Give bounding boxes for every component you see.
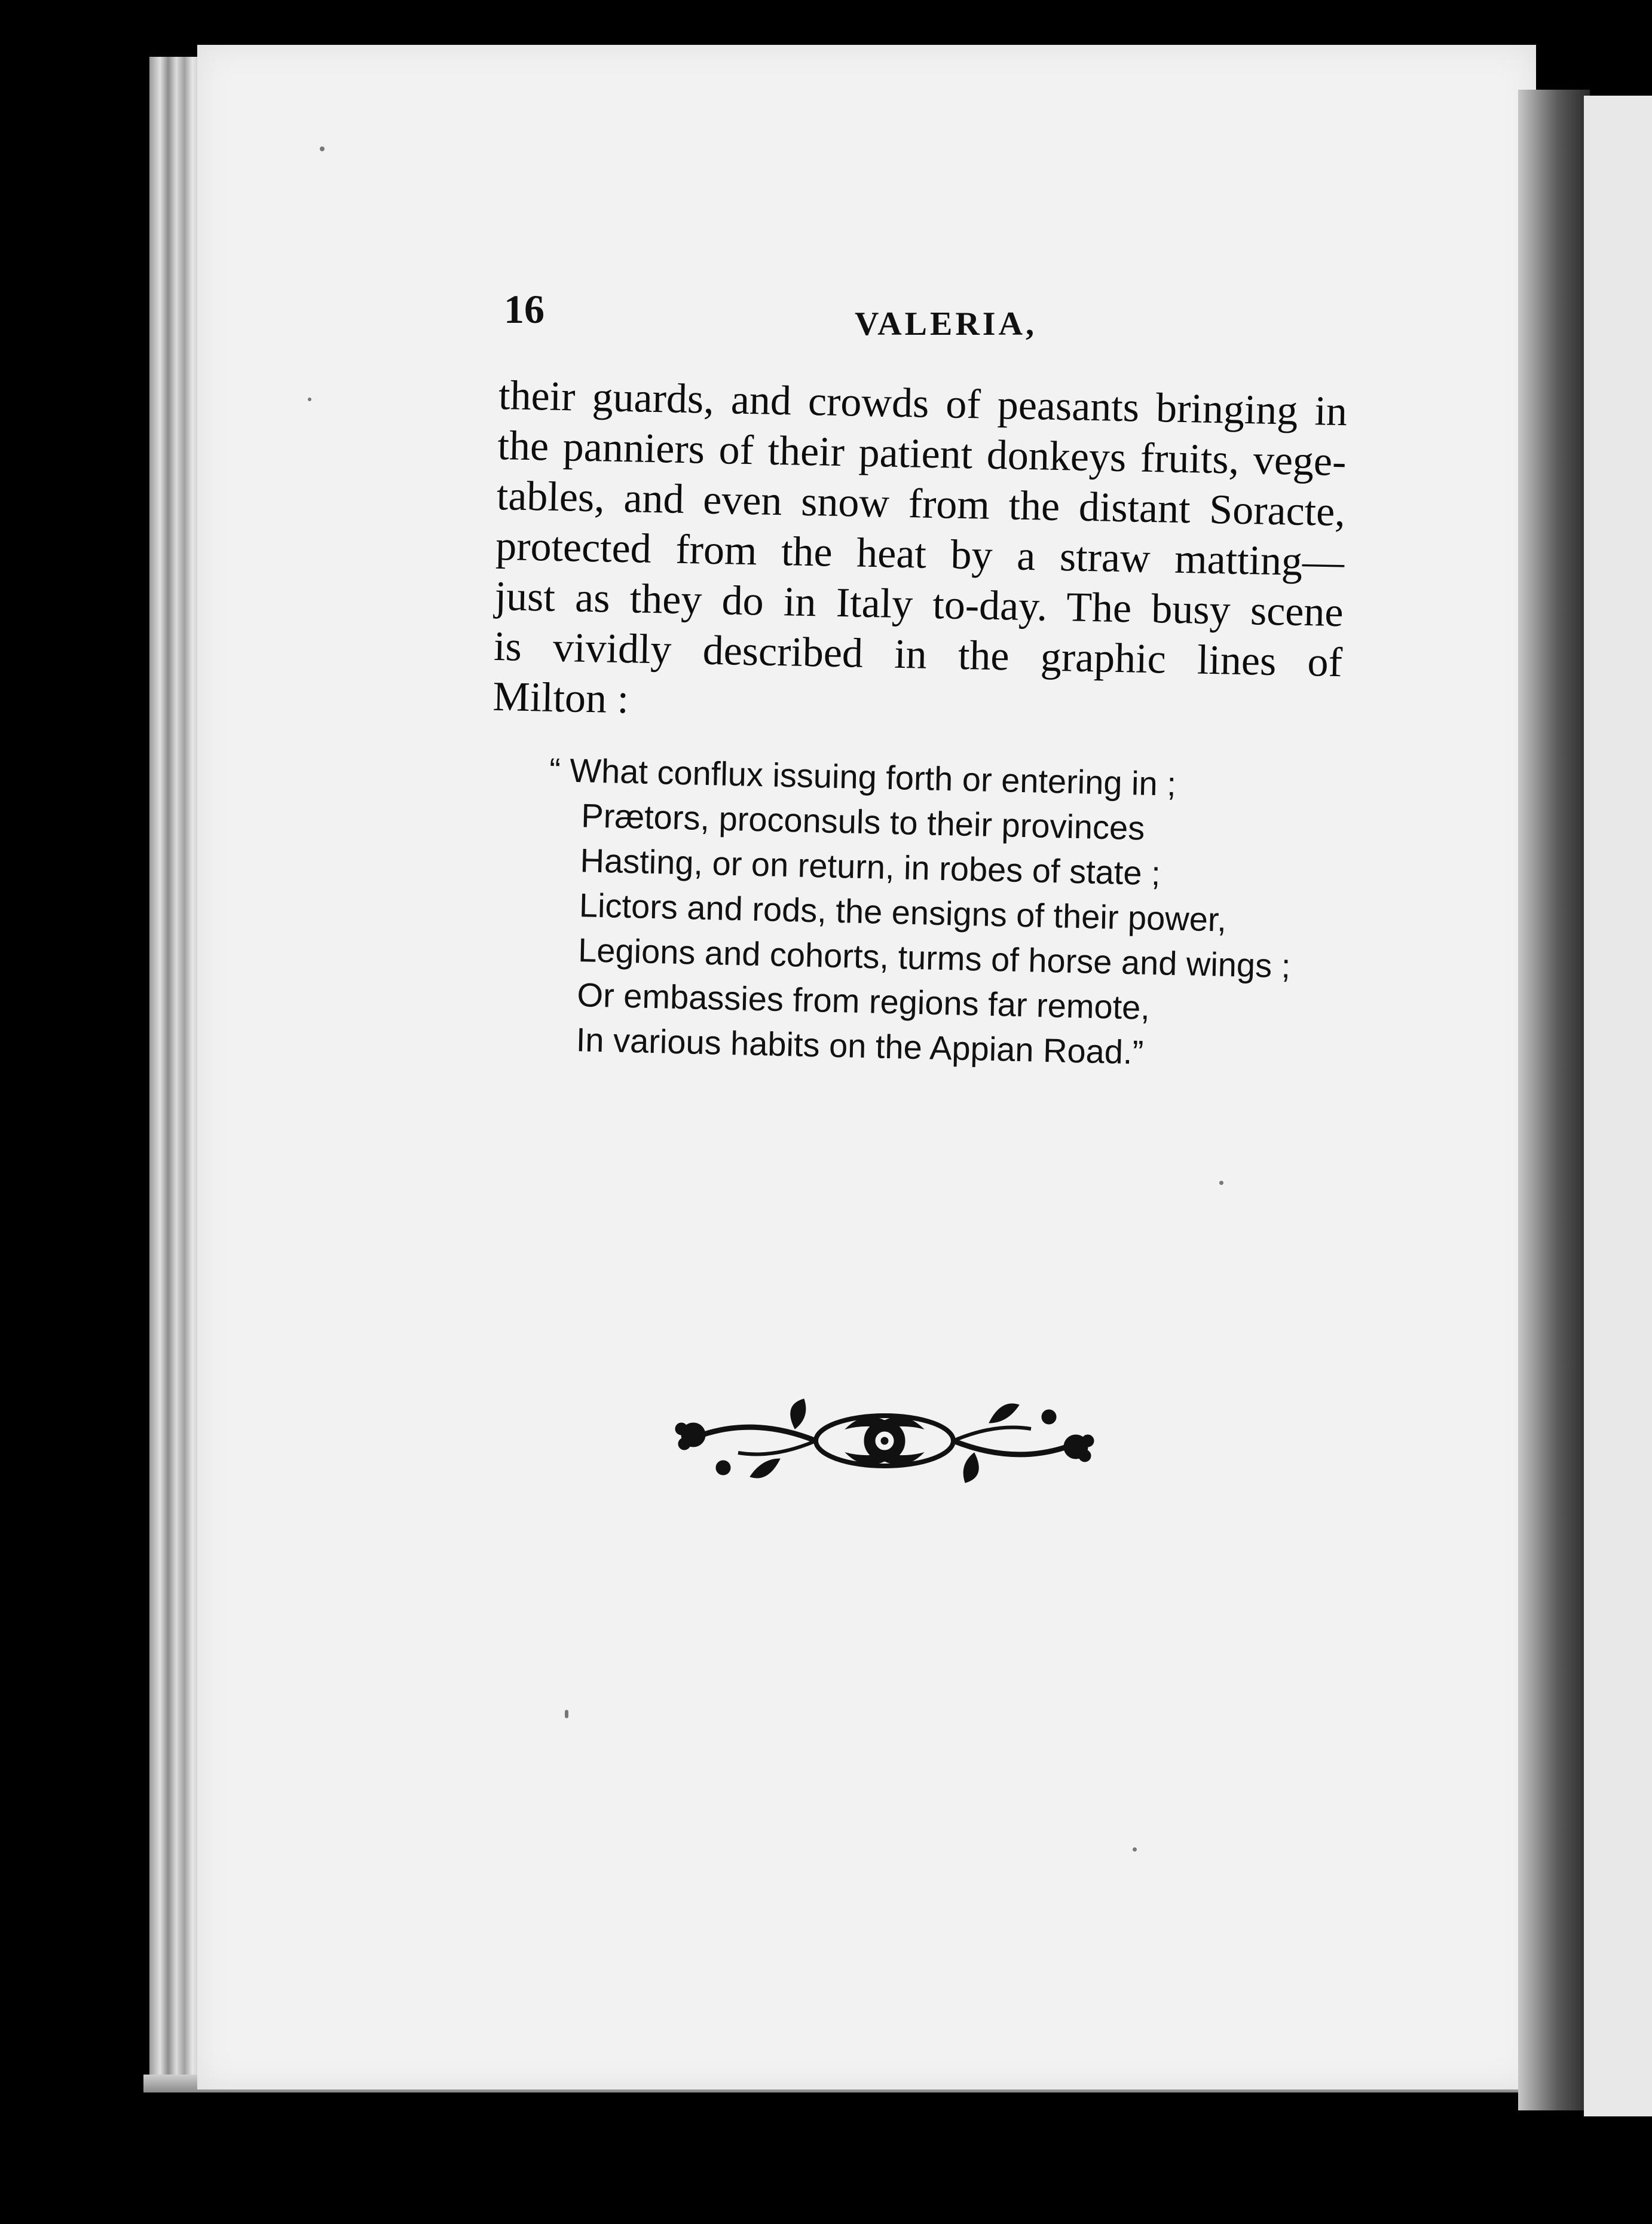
- verse-line: Or embassies from regions far remote,: [576, 976, 1151, 1027]
- verse-line: Prætors, proconsuls to their provinces: [580, 796, 1145, 847]
- paragraph-line: the panniers of their patient donkeys fruits, vege-: [497, 422, 1347, 485]
- dust-speck: [308, 398, 311, 401]
- paragraph-line: their guards, and crowds of peasants bringing in: [498, 372, 1348, 435]
- verse-line: Hasting, or on return, in robes of state ;: [580, 841, 1161, 893]
- page-gutter-shadow: [1518, 90, 1590, 2110]
- verse-quotation: [543, 747, 1327, 1079]
- paragraph-line: is vividly described in the graphic lines of: [493, 623, 1343, 686]
- paragraph-line: Milton :: [492, 673, 629, 723]
- floral-tailpiece-icon: [666, 1393, 1103, 1489]
- paragraph-line: tables, and even snow from the distant Soracte,: [496, 472, 1346, 536]
- running-head: VALERIA,: [855, 306, 1038, 343]
- page-number: 16: [504, 286, 544, 332]
- verse-line: Lictors and rods, the ensigns of their power,: [579, 886, 1227, 939]
- dust-speck: [1133, 1847, 1137, 1852]
- dust-speck: [320, 146, 325, 151]
- paragraph-line: just as they do in Italy to-day. The busy scene: [494, 573, 1344, 636]
- page-edge-stack: [149, 57, 203, 2089]
- verse-line: In various habits on the Appian Road.”: [576, 1021, 1144, 1071]
- paragraph-line: protected from the heat by a straw matting—: [495, 523, 1345, 586]
- facing-page-edge: [1584, 96, 1652, 2116]
- verse-line: Legions and cohorts, turms of horse and wings ;: [577, 931, 1291, 985]
- verse-line: “ What conflux issuing forth or entering in ;: [549, 750, 1177, 803]
- dust-speck: [565, 1710, 568, 1718]
- body-paragraph: [492, 371, 1348, 738]
- dust-speck: [1219, 1181, 1223, 1185]
